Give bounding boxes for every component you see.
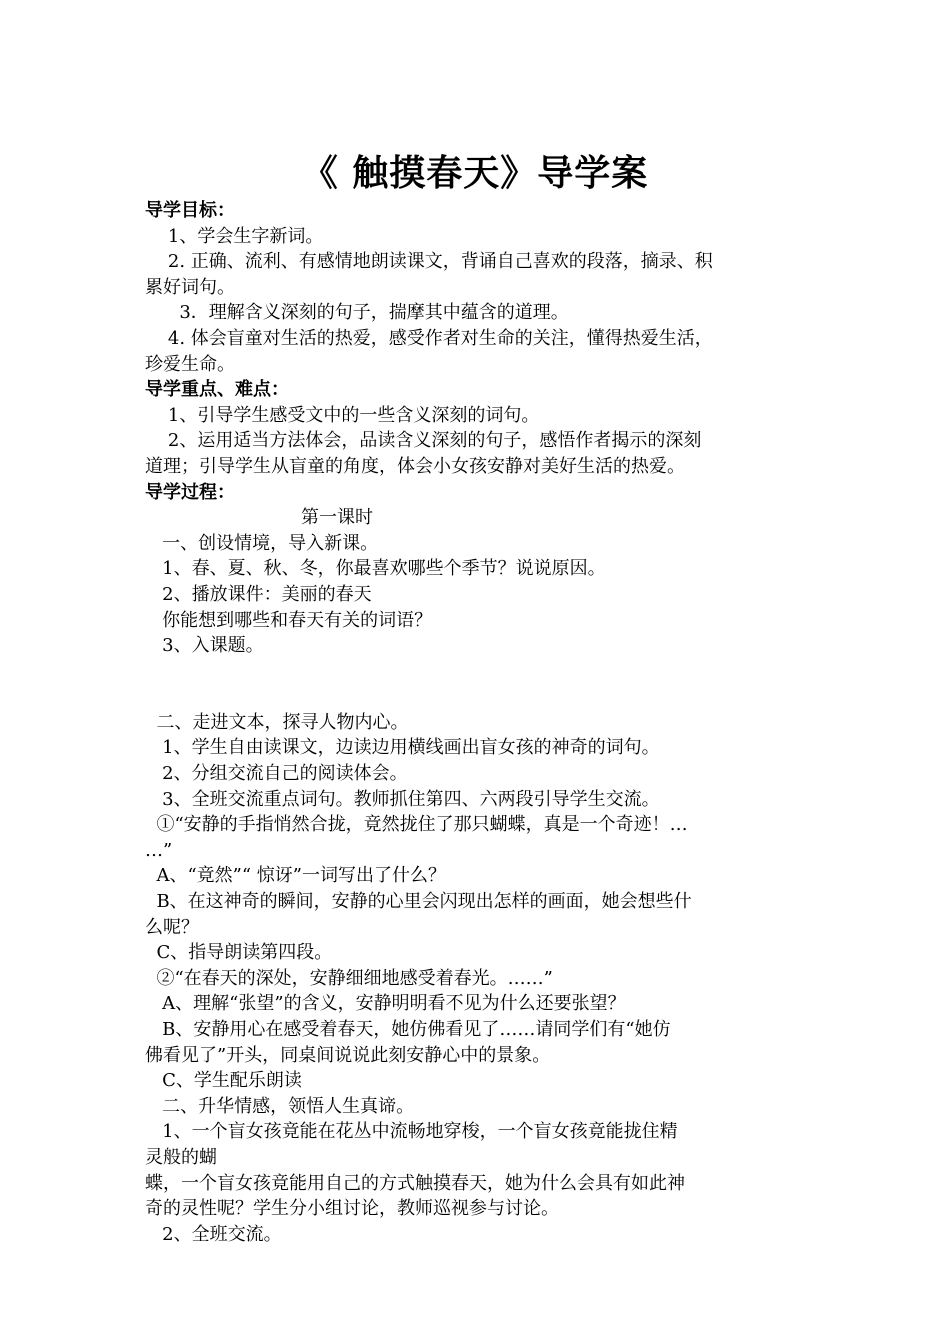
text-line: 1、学生自由读课文，边读边用横线画出盲女孩的神奇的词句。 [145, 737, 660, 759]
text-line: ②“在春天的深处，安静细细地感受着春光。……” [145, 967, 553, 989]
section-heading: 导学目标： [145, 200, 235, 221]
blank-line [145, 684, 815, 710]
section-heading: 导学重点、难点： [145, 379, 289, 401]
text-line: 1、引导学生感受文中的一些含义深刻的词句。 [145, 404, 540, 426]
text-line: 2、分组交流自己的阅读体会。 [145, 763, 408, 785]
document-title: 《 触摸春天》导学案 [301, 153, 649, 194]
text-line: 二、走进文本，探寻人物内心。 [145, 711, 409, 733]
text-line: 累好词句。 [145, 276, 235, 298]
text-line: B、在这神奇的瞬间，安静的心里会闪现出怎样的画面，她会想些什 [145, 891, 692, 913]
text-line: 么呢？ [145, 916, 199, 938]
text-line: A、理解“张望”的含义，安静明明看不见为什么还要张望？ [145, 993, 626, 1015]
text-line: 1、学会生字新词。 [145, 225, 324, 247]
text-line: 1、一个盲女孩竟能在花丛中流畅地穿梭，一个盲女孩竟能拢住精 [145, 1121, 678, 1143]
document-body [145, 198, 815, 1247]
text-line: 蝶，一个盲女孩竟能用自己的方式触摸春天，她为什么会具有如此神 [145, 1172, 685, 1194]
text-line: ①“安静的手指悄然合拢，竟然拢住了那只蝴蝶，真是一个奇迹！… [145, 814, 688, 836]
text-line: 3、入课题。 [145, 635, 264, 657]
text-line: 一、创设情境，导入新课。 [145, 532, 379, 554]
text-line: 2、运用适当方法体会，品读含义深刻的句子，感悟作者揭示的深刻 [145, 430, 702, 452]
text-line: A、“竟然”“ 惊讶”一词写出了什么？ [145, 865, 446, 887]
text-line: 3．理解含义深刻的句子，揣摩其中蕴含的道理。 [145, 302, 569, 324]
text-line: B、安静用心在感受着春天，她仿佛看见了……请同学们有“她仿 [145, 1019, 671, 1040]
text-line: 2、播放课件：美丽的春天 [145, 583, 372, 605]
text-line: 二、升华情感，领悟人生真谛。 [145, 1095, 415, 1117]
text-line: 奇的灵性呢？学生分小组讨论，教师巡视参与讨论。 [145, 1198, 559, 1220]
blank-line [145, 659, 815, 685]
lesson-label: 第一课时 [301, 507, 373, 529]
text-line: 你能想到哪些和春天有关的词语？ [145, 609, 433, 631]
text-line: 2、全班交流。 [145, 1223, 282, 1245]
text-line: 1、春、夏、秋、冬，你最喜欢哪些个季节？说说原因。 [145, 558, 606, 580]
text-line: C、指导朗读第四段。 [145, 942, 333, 964]
text-line: 4. 体会盲童对生活的热爱，感受作者对生命的关注，懂得热爱生活， [145, 327, 713, 349]
section-heading: 导学过程： [145, 481, 235, 503]
text-line: C、学生配乐朗读 [145, 1070, 302, 1092]
text-line: 3、全班交流重点词句。教师抓住第四、六两段引导学生交流。 [145, 788, 660, 810]
text-line: 灵般的蝴 [145, 1146, 217, 1168]
text-line: 2. 正确、流利、有感情地朗读课文，背诵自己喜欢的段落，摘录、积 [145, 251, 713, 273]
text-line: …” [145, 839, 173, 861]
text-line: 珍爱生命。 [145, 353, 235, 375]
text-line: 道理；引导学生从盲童的角度，体会小女孩安静对美好生活的热爱。 [145, 455, 685, 477]
text-line: 佛看见了”开头，同桌间说说此刻安静心中的景象。 [145, 1044, 551, 1066]
